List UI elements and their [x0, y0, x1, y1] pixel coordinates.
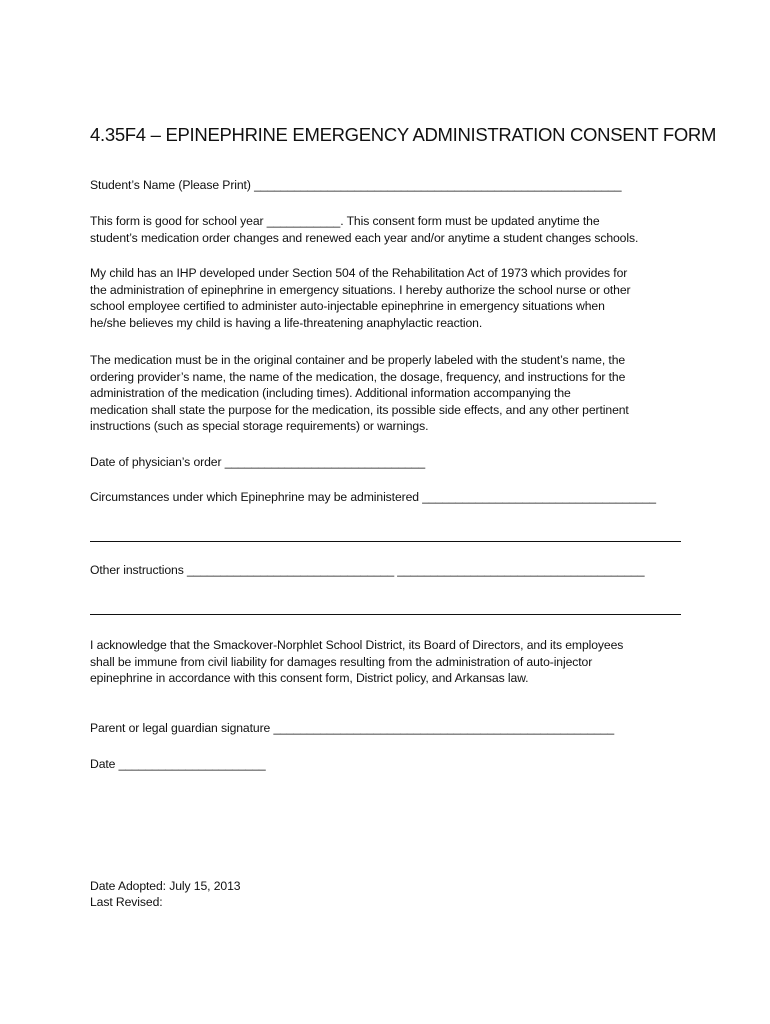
- paragraph-line: I acknowledge that the Smackover-Norphlet School District, its Board of Directors, and its employees: [90, 638, 624, 652]
- school-year-paragraph: [90, 213, 690, 246]
- paragraph-line: student’s medication order changes and renewed each year and/or anytime a student changes schools.: [90, 230, 639, 245]
- ihp-paragraph: [90, 265, 690, 331]
- paragraph-line: My child has an IHP developed under Section 504 of the Rehabilitation Act of 1973 which provides for: [90, 266, 628, 280]
- paragraph-line: shall be immune from civil liability for damages resulting from the administration of auto-injector: [90, 654, 593, 669]
- paragraph-line: The medication must be in the original container and be properly labeled with the student’s name, the: [90, 353, 626, 367]
- last-revised: Last Revised:: [90, 895, 163, 909]
- paragraph-line: epinephrine in accordance with this consent form, District policy, and Arkansas law.: [90, 671, 529, 686]
- paragraph-line: administration of the medication (including times). Additional information accompanying the: [90, 386, 571, 401]
- physician-order-date-field[interactable]: Date of physician’s order ______________________________: [90, 455, 426, 469]
- paragraph-line: medication shall state the purpose for the medication, its possible side effects, and any other pertinent: [90, 402, 629, 417]
- guardian-signature-field[interactable]: Parent or legal guardian signature ___________________________________________________: [90, 721, 615, 735]
- circumstances-field[interactable]: Circumstances under which Epinephrine may be administered ___________________________________: [90, 490, 656, 504]
- circumstances-continuation-rule[interactable]: [90, 541, 681, 542]
- paragraph-line: This form is good for school year ___________. This consent form must be updated anytime the: [90, 214, 600, 228]
- paragraph-line: instructions (such as special storage requirements) or warnings.: [90, 419, 429, 434]
- date-adopted: Date Adopted: July 15, 2013: [90, 879, 241, 893]
- acknowledgement-paragraph: [90, 637, 690, 687]
- paragraph-line: school employee certified to administer auto-injectable epinephrine in emergency situations when: [90, 299, 605, 314]
- other-instructions-continuation-rule[interactable]: [90, 614, 681, 615]
- signature-date-field[interactable]: Date ______________________: [90, 757, 266, 771]
- other-instructions-field[interactable]: Other instructions _______________________________ _____________________________________: [90, 563, 645, 577]
- student-name-field[interactable]: Student’s Name (Please Print) _______________________________________________________: [90, 178, 622, 192]
- paragraph-line: he/she believes my child is having a life-threatening anaphylactic reaction.: [90, 315, 483, 330]
- paragraph-line: the administration of epinephrine in emergency situations. I hereby authorize the school nurse or other: [90, 282, 631, 297]
- paragraph-line: ordering provider’s name, the name of the medication, the dosage, frequency, and instructions for the: [90, 369, 626, 384]
- medication-paragraph: [90, 352, 690, 435]
- form-title: 4.35F4 – EPINEPHRINE EMERGENCY ADMINISTRATION CONSENT FORM: [90, 124, 717, 145]
